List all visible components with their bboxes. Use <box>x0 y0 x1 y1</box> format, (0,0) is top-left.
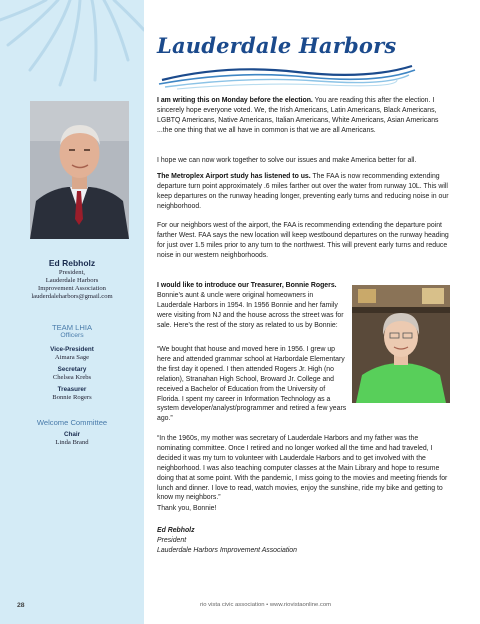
ed-rebholz-photo <box>30 101 129 239</box>
signature-title: President <box>157 537 187 544</box>
paragraph-body: Bonnie’s aunt & uncle were original homeowners in Lauderdale Harbors in 1954. In 1956 Bonnie and her family were visiting from NJ and the house across the street was for sale. Here’s the rest of the story as related to us by Bonnie: <box>157 291 344 329</box>
officer-role: Treasurer <box>57 386 87 393</box>
signature-name: Ed Rebholz <box>157 527 195 534</box>
bonnie-rogers-photo <box>352 285 450 403</box>
palm-frond-decoration <box>0 0 144 90</box>
sidebar-name: Ed Rebholz <box>48 258 96 268</box>
officer-name: Bonnie Rogers <box>52 394 92 401</box>
officers-heading: Officers <box>60 332 84 339</box>
officer-name: Chelsea Krebs <box>52 374 92 381</box>
footer-site-line: rio vista civic association • www.riovistaonline.com <box>200 602 332 608</box>
paragraph-body: You are reading this after the election. I sincerely hope everyone voted. We, the Irish Americans, Latin Americans, Black Americans, LGBTQ Americans, Native Americans, Italian Americans, White Americans, Asian Americans ...the one thing that we all have in common is that we are all Americans. <box>157 97 439 134</box>
paragraph-lead: The Metroplex Airport study has listened to us. <box>157 173 311 180</box>
welcome-committee-heading: Welcome Committee <box>36 418 108 427</box>
paragraph-lead: I am writing this on Monday before the election. <box>157 97 313 104</box>
signature-org: Lauderdale Harbors Improvement Association <box>157 547 297 554</box>
sidebar-email[interactable]: lauderdaleharbors@gmail.com <box>31 293 113 300</box>
officer-name: Aimara Sage <box>54 354 90 361</box>
committee-role: Chair <box>63 431 81 438</box>
officer-role: Secretary <box>57 366 87 373</box>
bonnie-quote-1: “We bought that house and moved here in 1956. I grew up here and attended grammar school at Harbordale Elementary the first day it opened. I then attended Rogers Jr. High (no relation), Stranahan High School, Broward Jr. College and received a Bachelor of Education from the University of Florida. I spent my career in Information Technology as a system developer/analyst/programmer and retired a few years ago.” <box>157 346 347 423</box>
sidebar-title-1: President, <box>58 269 86 276</box>
wave-logo <box>157 58 417 92</box>
bonnie-quote-2: “In the 1960s, my mother was secretary of Lauderdale Harbors and my father was the nominating committee. Once I retired and no longer worked all the time and had traveled, I decided it was my turn to volunteer with Lauderdale Harbors and to get involved with the neighborhood. I was also teaching computer classes at the Main Library and hope to resume doing that at some point. With the pandemic, I miss going to the movies and meeting friends for lunch and dinner. I love to read, watch movies, enjoy the sunshine, ride my bike and getting to know my neighbors.” <box>157 435 448 502</box>
sidebar-title-3: Improvement Association <box>38 285 106 292</box>
paragraph-body: The FAA is now recommending extending departure turn point approximately .6 miles farther out over the water from runway 10L. This will keep departures on the runway heading longer, preventing early turns and reducing noise in our neighborhood. <box>157 173 449 210</box>
team-heading: TEAM LHIA <box>51 323 93 332</box>
paragraph-airport <box>157 172 449 212</box>
paragraph-lead: I would like to introduce our Treasurer, Bonnie Rogers. <box>157 282 337 289</box>
committee-name: Linda Brand <box>55 439 89 446</box>
paragraph-treasurer <box>157 281 347 331</box>
thank-you-line: Thank you, Bonnie! <box>157 505 217 512</box>
masthead-title: Lauderdale Harbors <box>157 33 397 58</box>
paragraph-election <box>157 96 449 136</box>
officer-role: Vice-President <box>50 346 94 353</box>
sidebar-title-2: Lauderdale Harbors <box>45 277 99 284</box>
page-number: 28 <box>17 602 25 609</box>
sidebar <box>0 0 144 624</box>
paragraph-together: I hope we can now work together to solve our issues and make America better for all. <box>157 157 417 164</box>
paragraph-west-neighbors: For our neighbors west of the airport, the FAA is recommending extending the departure point farther West. FAA says the new location will keep westbound departures on the runway heading for just over 1.5 miles prior to any turn to the northwest. This will prevent early turns and reduce noise in our western neighborhoods. <box>157 222 449 259</box>
